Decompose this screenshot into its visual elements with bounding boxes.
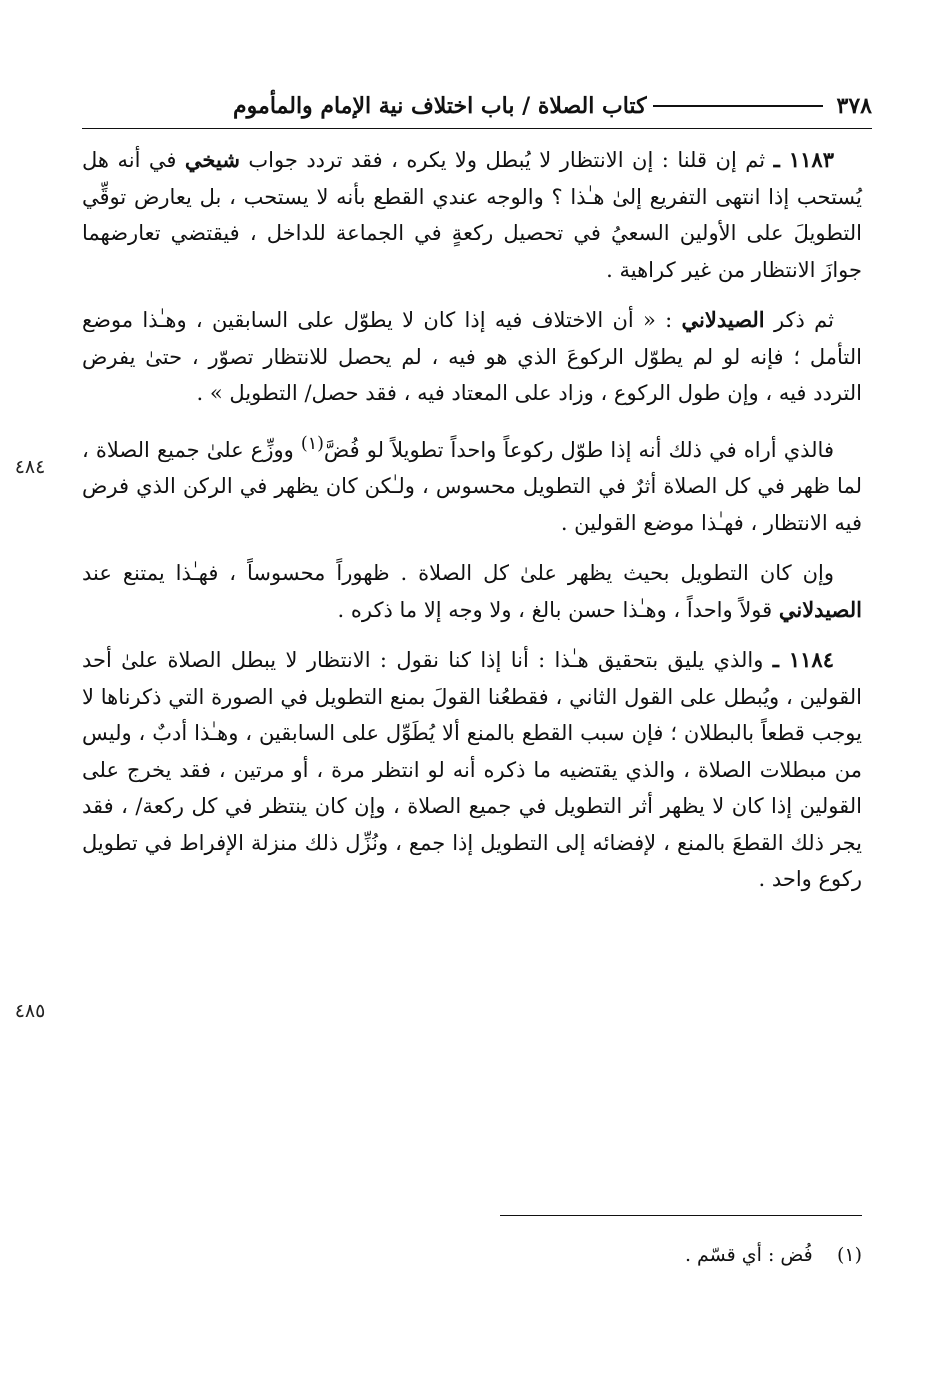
paragraph-text: ثم إن قلنا : إن الانتظار لا يُبطل ولا يكره ، فقد تردد جواب (239, 148, 774, 172)
paragraph-text: : « أن الاختلاف فيه إذا كان لا يطوّل على السابقين ، وهـٰذا موضع التأمل ؛ فإنه لو لم يطوّل الركوعَ الذي هو فيه ، لم يحصل للانتظار تصوّر ، حتىٰ يفرض التردد فيه ، وإن طول الركوع ، وزاد على المعتاد فيه ، فقد حصل/ التطويل » . (82, 308, 862, 405)
paragraph-visible-lengthening (82, 555, 862, 628)
footnote (82, 1244, 862, 1266)
page-number: ٣٧٨ (836, 93, 872, 119)
issue-number: ١١٨٣ ـ (773, 147, 834, 172)
bold-term: الصيدلاني (681, 307, 765, 332)
footnote-reference[interactable]: (١) (300, 433, 324, 454)
paragraph-text: وإن كان التطويل بحيث يظهر علىٰ كل الصلاة . ظهوراً محسوساً ، فهـٰذا يمتنع عند (82, 561, 834, 585)
manuscript-folio-mark: ٤٨٥ (14, 1000, 46, 1022)
running-title: كتاب الصلاة / باب اختلاف نية الإمام والمأموم (233, 93, 647, 119)
header-divider (82, 128, 872, 129)
paragraph-1183 (82, 142, 862, 288)
running-header (82, 86, 872, 126)
paragraph-1184 (82, 642, 862, 898)
paragraph-text: فالذي أراه في ذلك أنه إذا طوّل ركوعاً واحداً تطويلاً لو فُضَّ (323, 437, 834, 462)
footnote-marker: (١) (836, 1244, 862, 1266)
main-text (82, 142, 862, 912)
header-rule (653, 105, 823, 107)
footnote-text: فُض : أي قسّم . (684, 1244, 813, 1266)
paragraph-text: في أنه هل يُستحب إذا انتهى التفريع إلىٰ هـٰذا ؟ والوجه عندي القطع بأنه لا يستحب ، بل يعارض توقِّي التطويلَ على الأولين السعيُ في تحصيل ركعةٍ في الجماعة للداخل ، فيقتضي تعارضهما جوازَ الانتظار من غير كراهية . (82, 148, 862, 282)
paragraph-opinion (82, 426, 862, 542)
footnote-divider (500, 1215, 862, 1216)
bold-term: الصيدلاني (778, 596, 862, 622)
issue-number: ١١٨٤ ـ (772, 647, 834, 672)
paragraph-text: ووزِّع علىٰ جميع الصلاة ، لما ظهر في كل الصلاة أثرٌ في التطويل محسوس ، ولـٰكن كان يظهر في الركن الذي فرض فيه الانتظار ، فهـٰذا موضع القولين . (82, 437, 862, 535)
paragraph-text: والذي يليق بتحقيق هـٰذا : أنا إذا كنا نقول : الانتظار لا يبطل الصلاة علىٰ أحد القولين ، ويُبطل على القول الثاني ، فقطعُنا القولَ بمنع التطويل في الصورة التي ذكرناها لا يوجب قطعاً بالبطلان ؛ فإن سبب القطع بالمنع ألا يُطَوِّل على السابقين ، وهـٰذا أدبٌ ، وليس من مبطلات الصلاة ، والذي يقتضيه ما ذكره أنه لو انتظر مرة ، أو مرتين ، فقد يخرج على القولين إذا كان لا يظهر أثر التطويل في جميع الصلاة ، وإن كان ينتظر في كل ركعة/ ، فقد يجر ذلك القطعَ بالمنع ، لإفضائه إلى التطويل إذا جمع ، ونُزِّل ذلك منزلة الإفراط في تطويل ركوع واحد . (82, 648, 862, 891)
paragraph-text: ثم ذكر (764, 308, 834, 332)
paragraph-text: قولاً واحداً ، وهـٰذا حسن بالغ ، ولا وجه إلا ما ذكره . (337, 597, 779, 622)
bold-term: شيخي (184, 147, 240, 172)
manuscript-folio-mark: ٤٨٤ (14, 456, 46, 478)
paragraph-saydalani (82, 302, 862, 412)
